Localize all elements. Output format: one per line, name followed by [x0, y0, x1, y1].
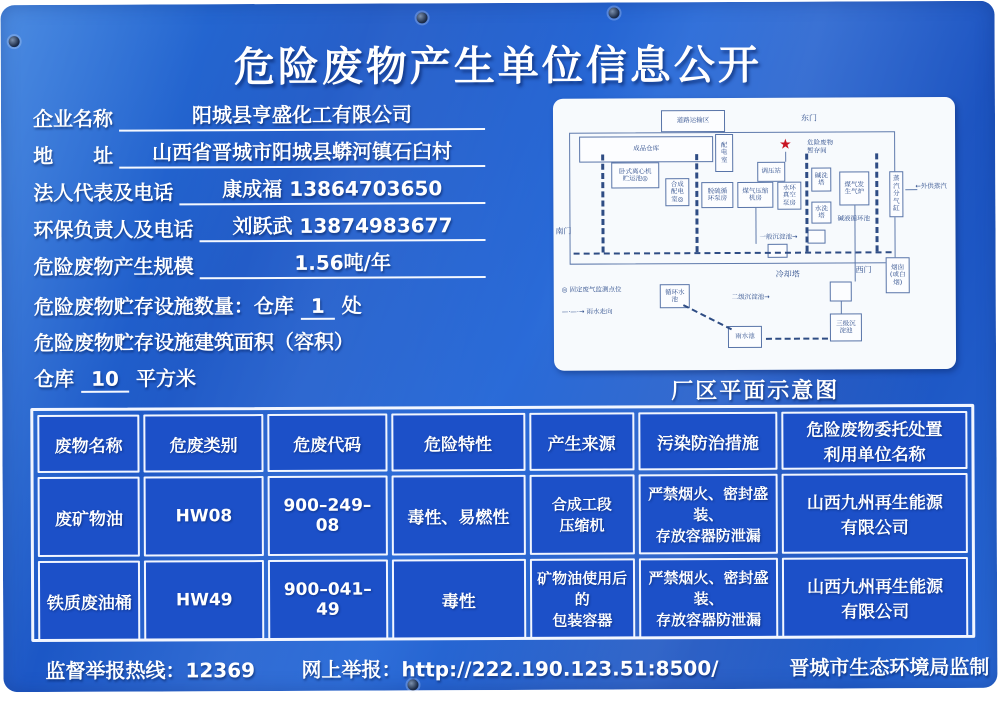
online-report-text [301, 652, 718, 683]
board-title: 危险废物产生单位信息公开 [233, 40, 762, 92]
diagram-item: 合成 配电 室◎ [665, 178, 689, 206]
diagram-item: 水洗 塔 [811, 202, 831, 224]
info-field-row [34, 249, 486, 280]
diagram-vline [755, 208, 756, 244]
diagram-item: 煤气发 生气炉 [839, 171, 869, 205]
diagram-hdash [683, 304, 732, 330]
table-cell: 毒性 [391, 559, 525, 640]
table-cell: 山西九州再生能源 有限公司 [782, 473, 968, 554]
table-cell: 矿物油使用后的 包装容器 [530, 558, 635, 638]
diagram-item: 卧式离心机 贮运池◎ [611, 162, 659, 188]
diagram-vline [785, 152, 786, 162]
field-label: 企业名称 [32, 106, 114, 132]
table-header-cell: 危险废物委托处置 利用单位名称 [782, 411, 968, 470]
table-cell: 合成工段 压缩机 [529, 474, 634, 554]
field-label: 地 址 [33, 143, 114, 169]
waste-table-header-row [37, 411, 967, 473]
table-header-cell: 污染防治措施 [638, 412, 778, 471]
table-header-cell: 危险特性 [391, 413, 525, 472]
hotline-number: 12369 [185, 658, 256, 683]
info-field-row [33, 138, 485, 169]
diagram-vdash [695, 154, 698, 252]
diagram-item: 循环水 池 [660, 284, 690, 308]
diagram-item: 南门 [555, 226, 572, 236]
storage-count-label: 危险废物贮存设施数量：仓库 [33, 293, 294, 320]
diagram-item: 配 电 室 [715, 134, 733, 172]
table-cell: HW08 [144, 476, 264, 557]
field-value: 康成福 13864703650 [179, 172, 485, 205]
field-label: 环保负责人及电话 [33, 217, 194, 243]
diagram-hazard-star-icon: ★ [779, 136, 792, 153]
online-report-url: http://222.190.123.51:8500/ [401, 656, 719, 682]
diagram-vline [841, 302, 842, 314]
field-label: 法人代表及电话 [33, 180, 174, 206]
diagram-item: 脱硫循 环泵房 [701, 182, 733, 208]
table-header-cell: 产生来源 [529, 412, 634, 470]
waste-table-body [38, 473, 969, 641]
online-report-label: 网上举报： [301, 657, 402, 682]
diagram-vdash [601, 155, 604, 253]
diagram-caption: 厂区平面示意图 [671, 378, 840, 405]
field-value: 刘跃武 13874983677 [199, 209, 485, 242]
diagram-box [830, 281, 852, 301]
info-field-row [33, 212, 485, 243]
screw-icon [417, 12, 428, 23]
storage-count-line [34, 290, 362, 320]
info-field-row [33, 175, 485, 206]
plant-diagram-panel [553, 97, 956, 371]
diagram-item: 碱洗 塔 [811, 168, 831, 192]
table-cell: 山西九州再生能源 有限公司 [782, 557, 968, 638]
waste-table-frame [30, 404, 975, 642]
diagram-item: 雨水池 [728, 326, 762, 348]
diagram-hdash [766, 338, 828, 340]
diagram-item: 水环 真空 泵房 [777, 182, 801, 210]
field-value: 山西省晋城市阳城县蟒河镇石臼村 [119, 135, 485, 169]
warehouse-area-value: 10 [81, 367, 129, 393]
table-cell: 严禁烟火、密封盛装、 存放容器防泄漏 [638, 474, 778, 555]
diagram-item: 冷却塔 [775, 269, 800, 279]
warehouse-area-line [34, 362, 196, 392]
table-row [38, 557, 968, 641]
warehouse-label: 仓库 [34, 366, 75, 392]
diagram-item: 蒸 汽 分 气 缸 [889, 171, 903, 217]
table-row [38, 473, 968, 557]
field-value: 1.56吨/年 [200, 246, 486, 279]
info-fields [33, 101, 486, 288]
table-cell: 严禁烟火、密封盛装、 存放容器防泄漏 [639, 558, 779, 639]
screw-icon [609, 7, 620, 18]
diagram-legend: ◎ 固定废气监测点位 [561, 285, 622, 294]
table-cell: 900–041–49 [268, 559, 388, 640]
issuer-text: 晋城市生态环境局监制 [789, 654, 990, 680]
diagram-item: 一般沉淀池→ [759, 232, 798, 241]
diagram-item: 道路运输区 [661, 110, 725, 132]
diagram-item: 调压站 [757, 162, 785, 182]
diagram-vdash [805, 154, 808, 252]
diagram-item: 成品仓库 [579, 136, 713, 163]
table-cell: 铁质废油桶 [38, 561, 141, 641]
diagram-item: 西门 [855, 265, 872, 275]
table-cell: 900–249–08 [268, 475, 388, 556]
diagram-item: 煤气压缩 机房 [737, 182, 773, 208]
storage-area-line: 危险废物贮存设施建筑面积（容积） [33, 329, 355, 356]
diagram-vdash [875, 153, 878, 251]
diagram-item: 三级沉 淀池 [830, 313, 862, 341]
plant-diagram [553, 97, 956, 371]
hotline-label: 监督举报热线： [45, 658, 186, 683]
diagram-item: 烟囱 (或白 烟) [886, 257, 910, 293]
storage-count-value: 1 [301, 294, 335, 320]
table-header-cell: 废物名称 [37, 415, 140, 473]
table-header-cell: 危废类别 [144, 414, 264, 473]
field-value: 阳城县亨盛化工有限公司 [119, 98, 485, 132]
diagram-item: 东门 [800, 113, 818, 123]
diagram-item: 危险废物 暂存间 [807, 138, 834, 155]
table-cell: 废矿物油 [38, 477, 141, 557]
table-cell: HW49 [144, 560, 264, 641]
warehouse-area-unit: 平方米 [135, 366, 196, 391]
table-header-cell: 危废代码 [267, 413, 387, 472]
storage-count-unit: 处 [341, 293, 362, 318]
sign-board [1, 1, 998, 692]
diagram-box [807, 230, 825, 244]
diagram-legend: —·—·→ 雨水走向 [561, 307, 613, 316]
info-field-row [33, 101, 485, 132]
table-cell: 毒性、易燃性 [391, 475, 525, 556]
waste-table [33, 407, 972, 645]
diagram-item: 二级沉淀池→ [731, 292, 770, 301]
diagram-item: ←外供蒸汽 [915, 182, 947, 191]
field-label: 危险废物产生规模 [33, 254, 194, 280]
diagram-item: 碱液循环池 [837, 214, 870, 223]
hotline-text [45, 654, 255, 684]
